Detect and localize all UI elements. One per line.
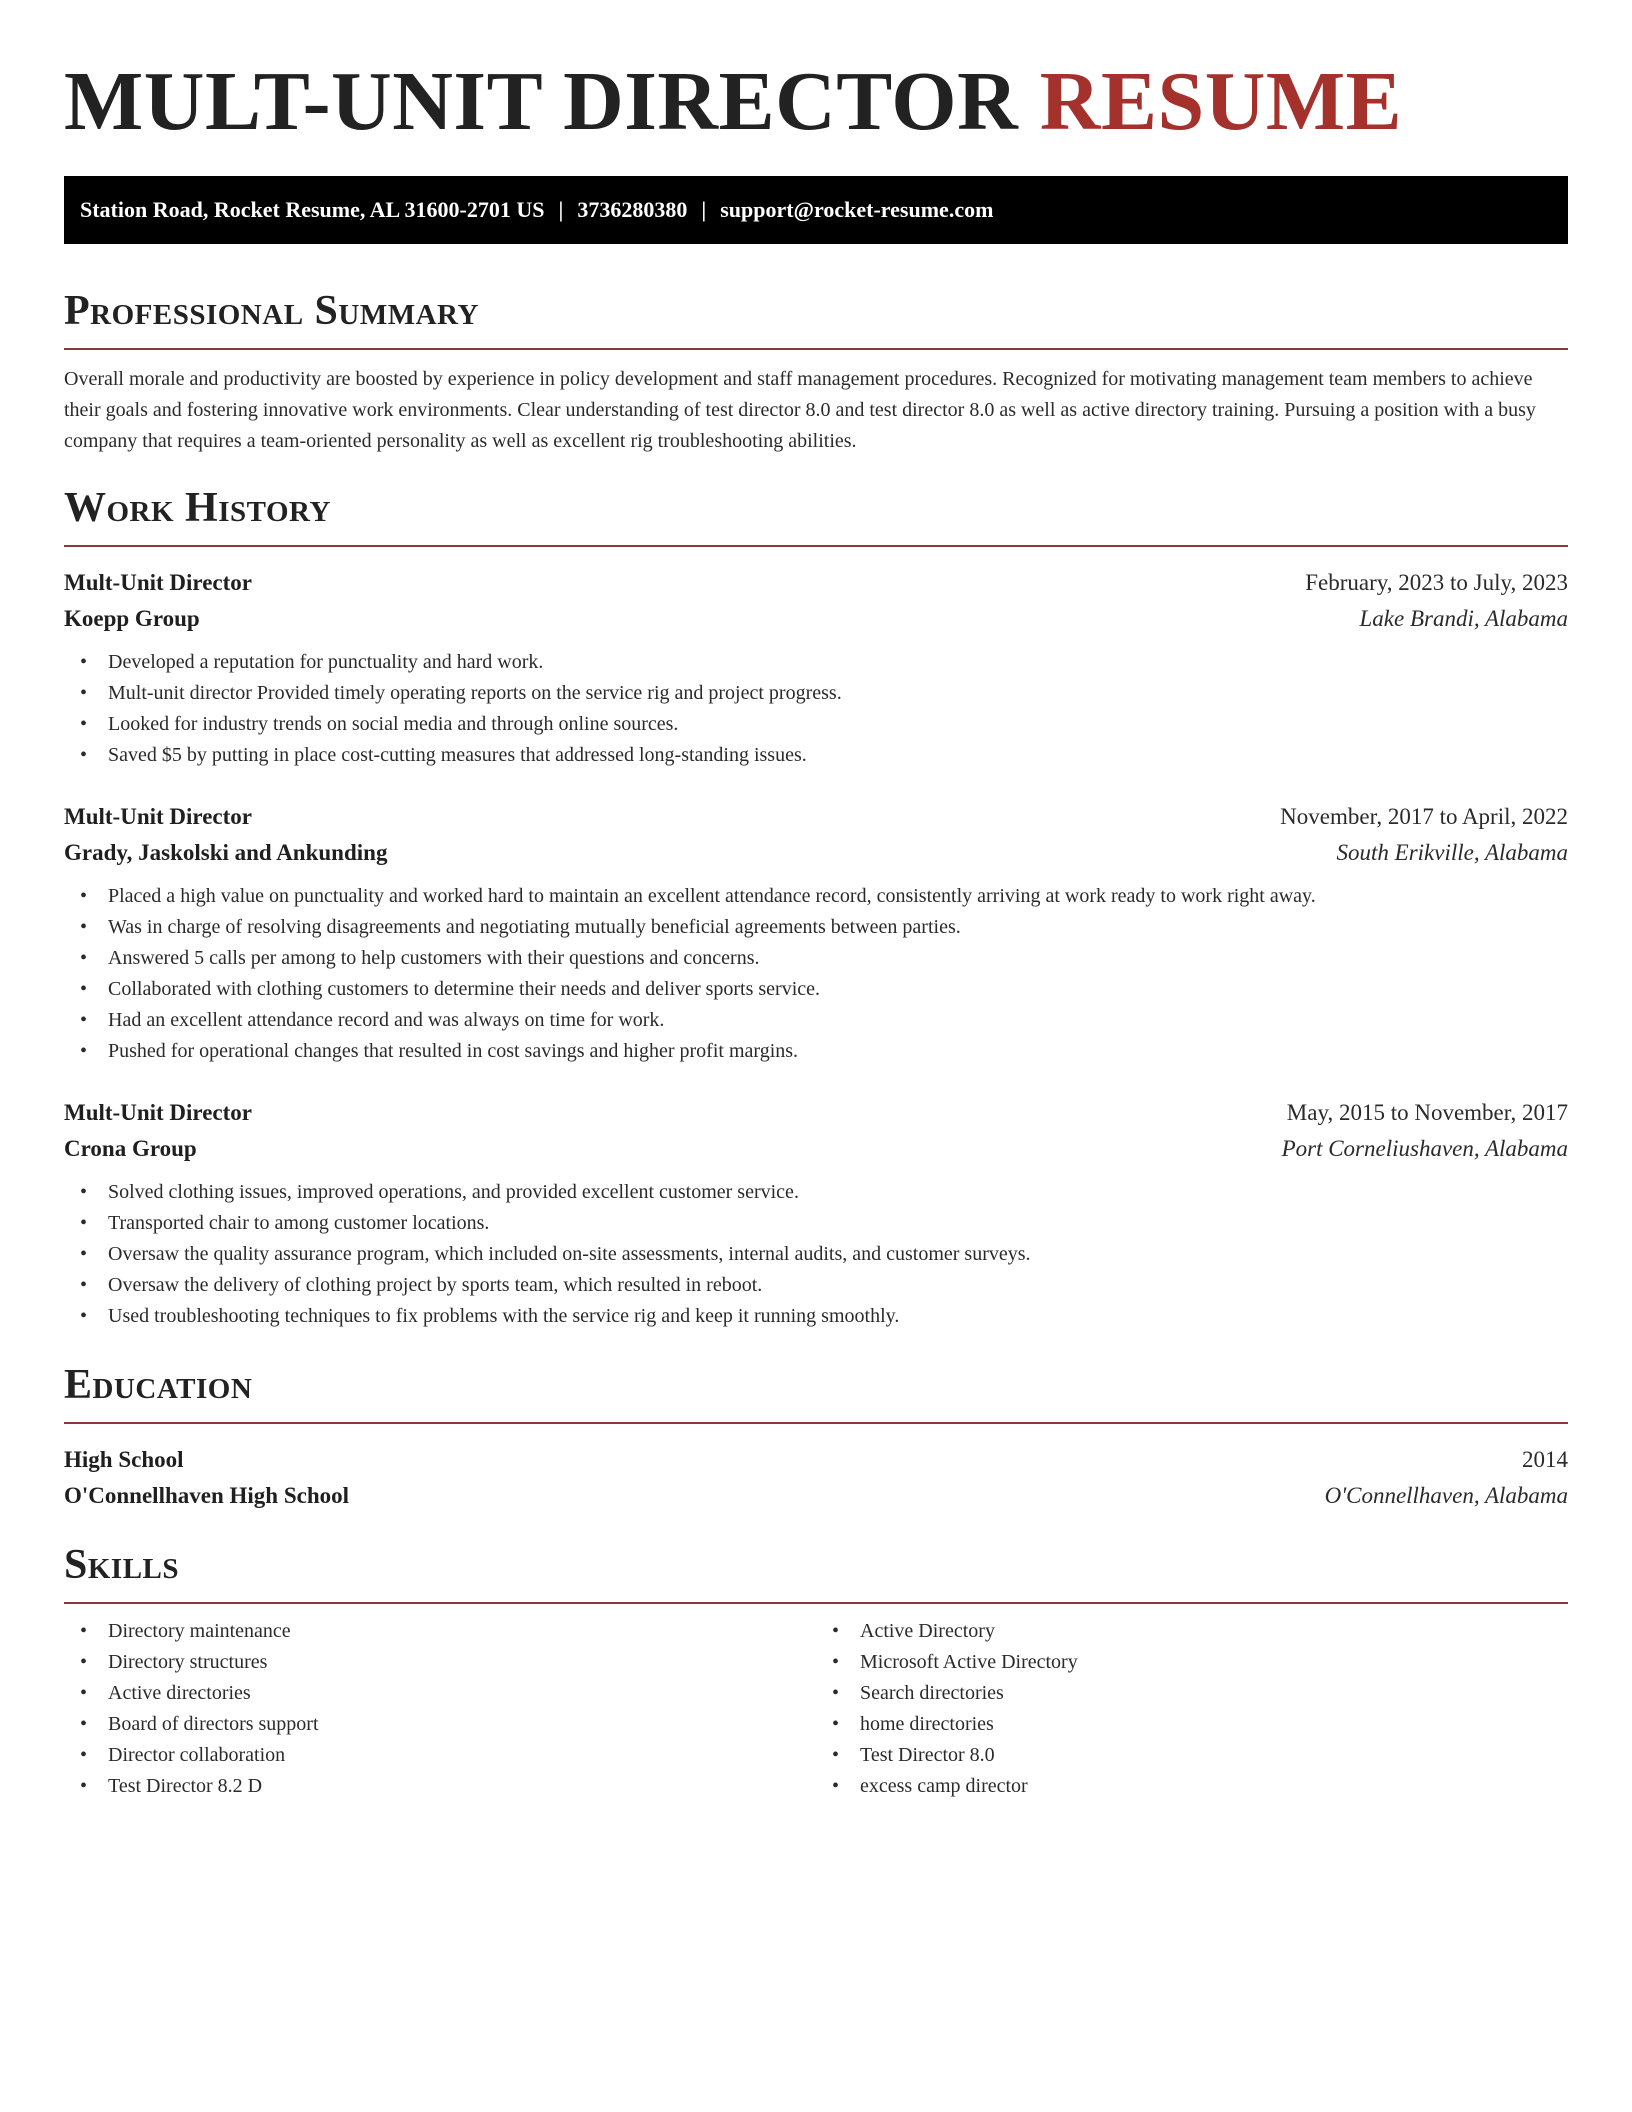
job-entry (64, 1095, 1568, 1332)
job-bullet: • Was in charge of resolving disagreements and negotiating mutually beneficial agreements between parties. (80, 912, 1568, 943)
job-bullet: • Placed a high value on punctuality and worked hard to maintain an excellent attendance record, consistently arriving at work ready to work right away. (80, 881, 1568, 912)
job-entry (64, 799, 1568, 1067)
skills-list-left (64, 1616, 816, 1802)
job-dates: May, 2015 to November, 2017 (1286, 1100, 1568, 1125)
job-location: Lake Brandi, Alabama (1359, 606, 1568, 631)
job-bullet: • Developed a reputation for punctuality and hard work. (80, 647, 1568, 678)
skill-item: • Microsoft Active Directory (832, 1647, 1568, 1678)
work-history-heading: Work History (64, 485, 331, 531)
job-location: South Erikville, Alabama (1336, 840, 1568, 865)
skill-item: • Director collaboration (80, 1740, 816, 1771)
skill-item: • Test Director 8.0 (832, 1740, 1568, 1771)
job-bullets (64, 1177, 1568, 1332)
education-school-row (64, 1478, 1568, 1514)
section-divider (64, 1602, 1568, 1604)
job-bullet: • Used troubleshooting techniques to fix problems with the service rig and keep it running smoothly. (80, 1301, 1568, 1332)
contact-phone: 3736280380 (577, 197, 688, 222)
contact-separator: | (701, 197, 707, 222)
resume-page (64, 0, 1568, 1802)
contact-email: support@rocket-resume.com (720, 197, 994, 222)
skill-item: • Active Directory (832, 1616, 1568, 1647)
contact-bar (64, 176, 1568, 244)
skill-item: • Search directories (832, 1678, 1568, 1709)
education-entry (64, 1442, 1568, 1514)
section-divider (64, 545, 1568, 547)
job-title: Mult-Unit Director (64, 1100, 252, 1125)
job-company-row (64, 835, 1568, 871)
skill-item: • home directories (832, 1709, 1568, 1740)
title-accent: RESUME (1039, 55, 1403, 148)
job-bullets (64, 647, 1568, 771)
job-title: Mult-Unit Director (64, 570, 252, 595)
job-bullet: • Saved $5 by putting in place cost-cutting measures that addressed long-standing issues. (80, 740, 1568, 771)
skill-item: • Test Director 8.2 D (80, 1771, 816, 1802)
education-degree: High School (64, 1447, 184, 1472)
education-year: 2014 (1522, 1447, 1568, 1472)
job-bullet: • Collaborated with clothing customers to determine their needs and deliver sports service. (80, 974, 1568, 1005)
skill-item: • excess camp director (832, 1771, 1568, 1802)
contact-separator: | (558, 197, 564, 222)
title-main: MULT-UNIT DIRECTOR (64, 55, 1019, 148)
job-bullet: • Answered 5 calls per among to help customers with their questions and concerns. (80, 943, 1568, 974)
job-dates: February, 2023 to July, 2023 (1305, 570, 1568, 595)
education-school: O'Connellhaven High School (64, 1483, 350, 1508)
job-company: Grady, Jaskolski and Ankunding (64, 840, 388, 865)
job-bullet: • Looked for industry trends on social media and through online sources. (80, 709, 1568, 740)
education-degree-row (64, 1442, 1568, 1478)
job-bullet: • Oversaw the delivery of clothing project by sports team, which resulted in reboot. (80, 1270, 1568, 1301)
skill-item: • Active directories (80, 1678, 816, 1709)
section-divider (64, 1422, 1568, 1424)
education-location: O'Connellhaven, Alabama (1324, 1483, 1568, 1508)
job-title: Mult-Unit Director (64, 804, 252, 829)
job-header-row (64, 799, 1568, 835)
skill-item: • Directory structures (80, 1647, 816, 1678)
job-dates: November, 2017 to April, 2022 (1280, 804, 1568, 829)
job-company-row (64, 1131, 1568, 1167)
summary-text: Overall morale and productivity are boosted by experience in policy development and staff management procedures. Recognized for motivating management team members to achieve their goals and fostering innovative work environments. Clear understanding of test director 8.0 and test director 8.0 as well as active directory training. Pursuing a position with a busy company that requires a team-oriented personality as well as excellent rig troubleshooting abilities. (64, 368, 1536, 452)
job-bullet: • Transported chair to among customer locations. (80, 1208, 1568, 1239)
skill-item: • Directory maintenance (80, 1616, 816, 1647)
section-divider (64, 348, 1568, 350)
education-heading: Education (64, 1362, 253, 1408)
job-bullet: • Solved clothing issues, improved operations, and provided excellent customer service. (80, 1177, 1568, 1208)
skill-item: • Board of directors support (80, 1709, 816, 1740)
job-bullet: • Pushed for operational changes that resulted in cost savings and higher profit margins. (80, 1036, 1568, 1067)
skills-columns (64, 1616, 1568, 1802)
job-company: Crona Group (64, 1136, 197, 1161)
job-header-row (64, 1095, 1568, 1131)
resume-title (64, 0, 1568, 152)
job-bullets (64, 881, 1568, 1067)
job-bullet: • Had an excellent attendance record and was always on time for work. (80, 1005, 1568, 1036)
job-bullet: • Oversaw the quality assurance program, which included on-site assessments, internal audits, and customer surveys. (80, 1239, 1568, 1270)
job-entry (64, 565, 1568, 771)
job-location: Port Corneliushaven, Alabama (1281, 1136, 1568, 1161)
job-bullet: • Mult-unit director Provided timely operating reports on the service rig and project progress. (80, 678, 1568, 709)
summary-heading: Professional Summary (64, 288, 479, 334)
job-header-row (64, 565, 1568, 601)
skills-list-right (816, 1616, 1568, 1802)
job-company-row (64, 601, 1568, 637)
job-company: Koepp Group (64, 606, 200, 631)
skills-heading: Skills (64, 1542, 180, 1588)
contact-address: Station Road, Rocket Resume, AL 31600-2701 US (80, 197, 545, 222)
